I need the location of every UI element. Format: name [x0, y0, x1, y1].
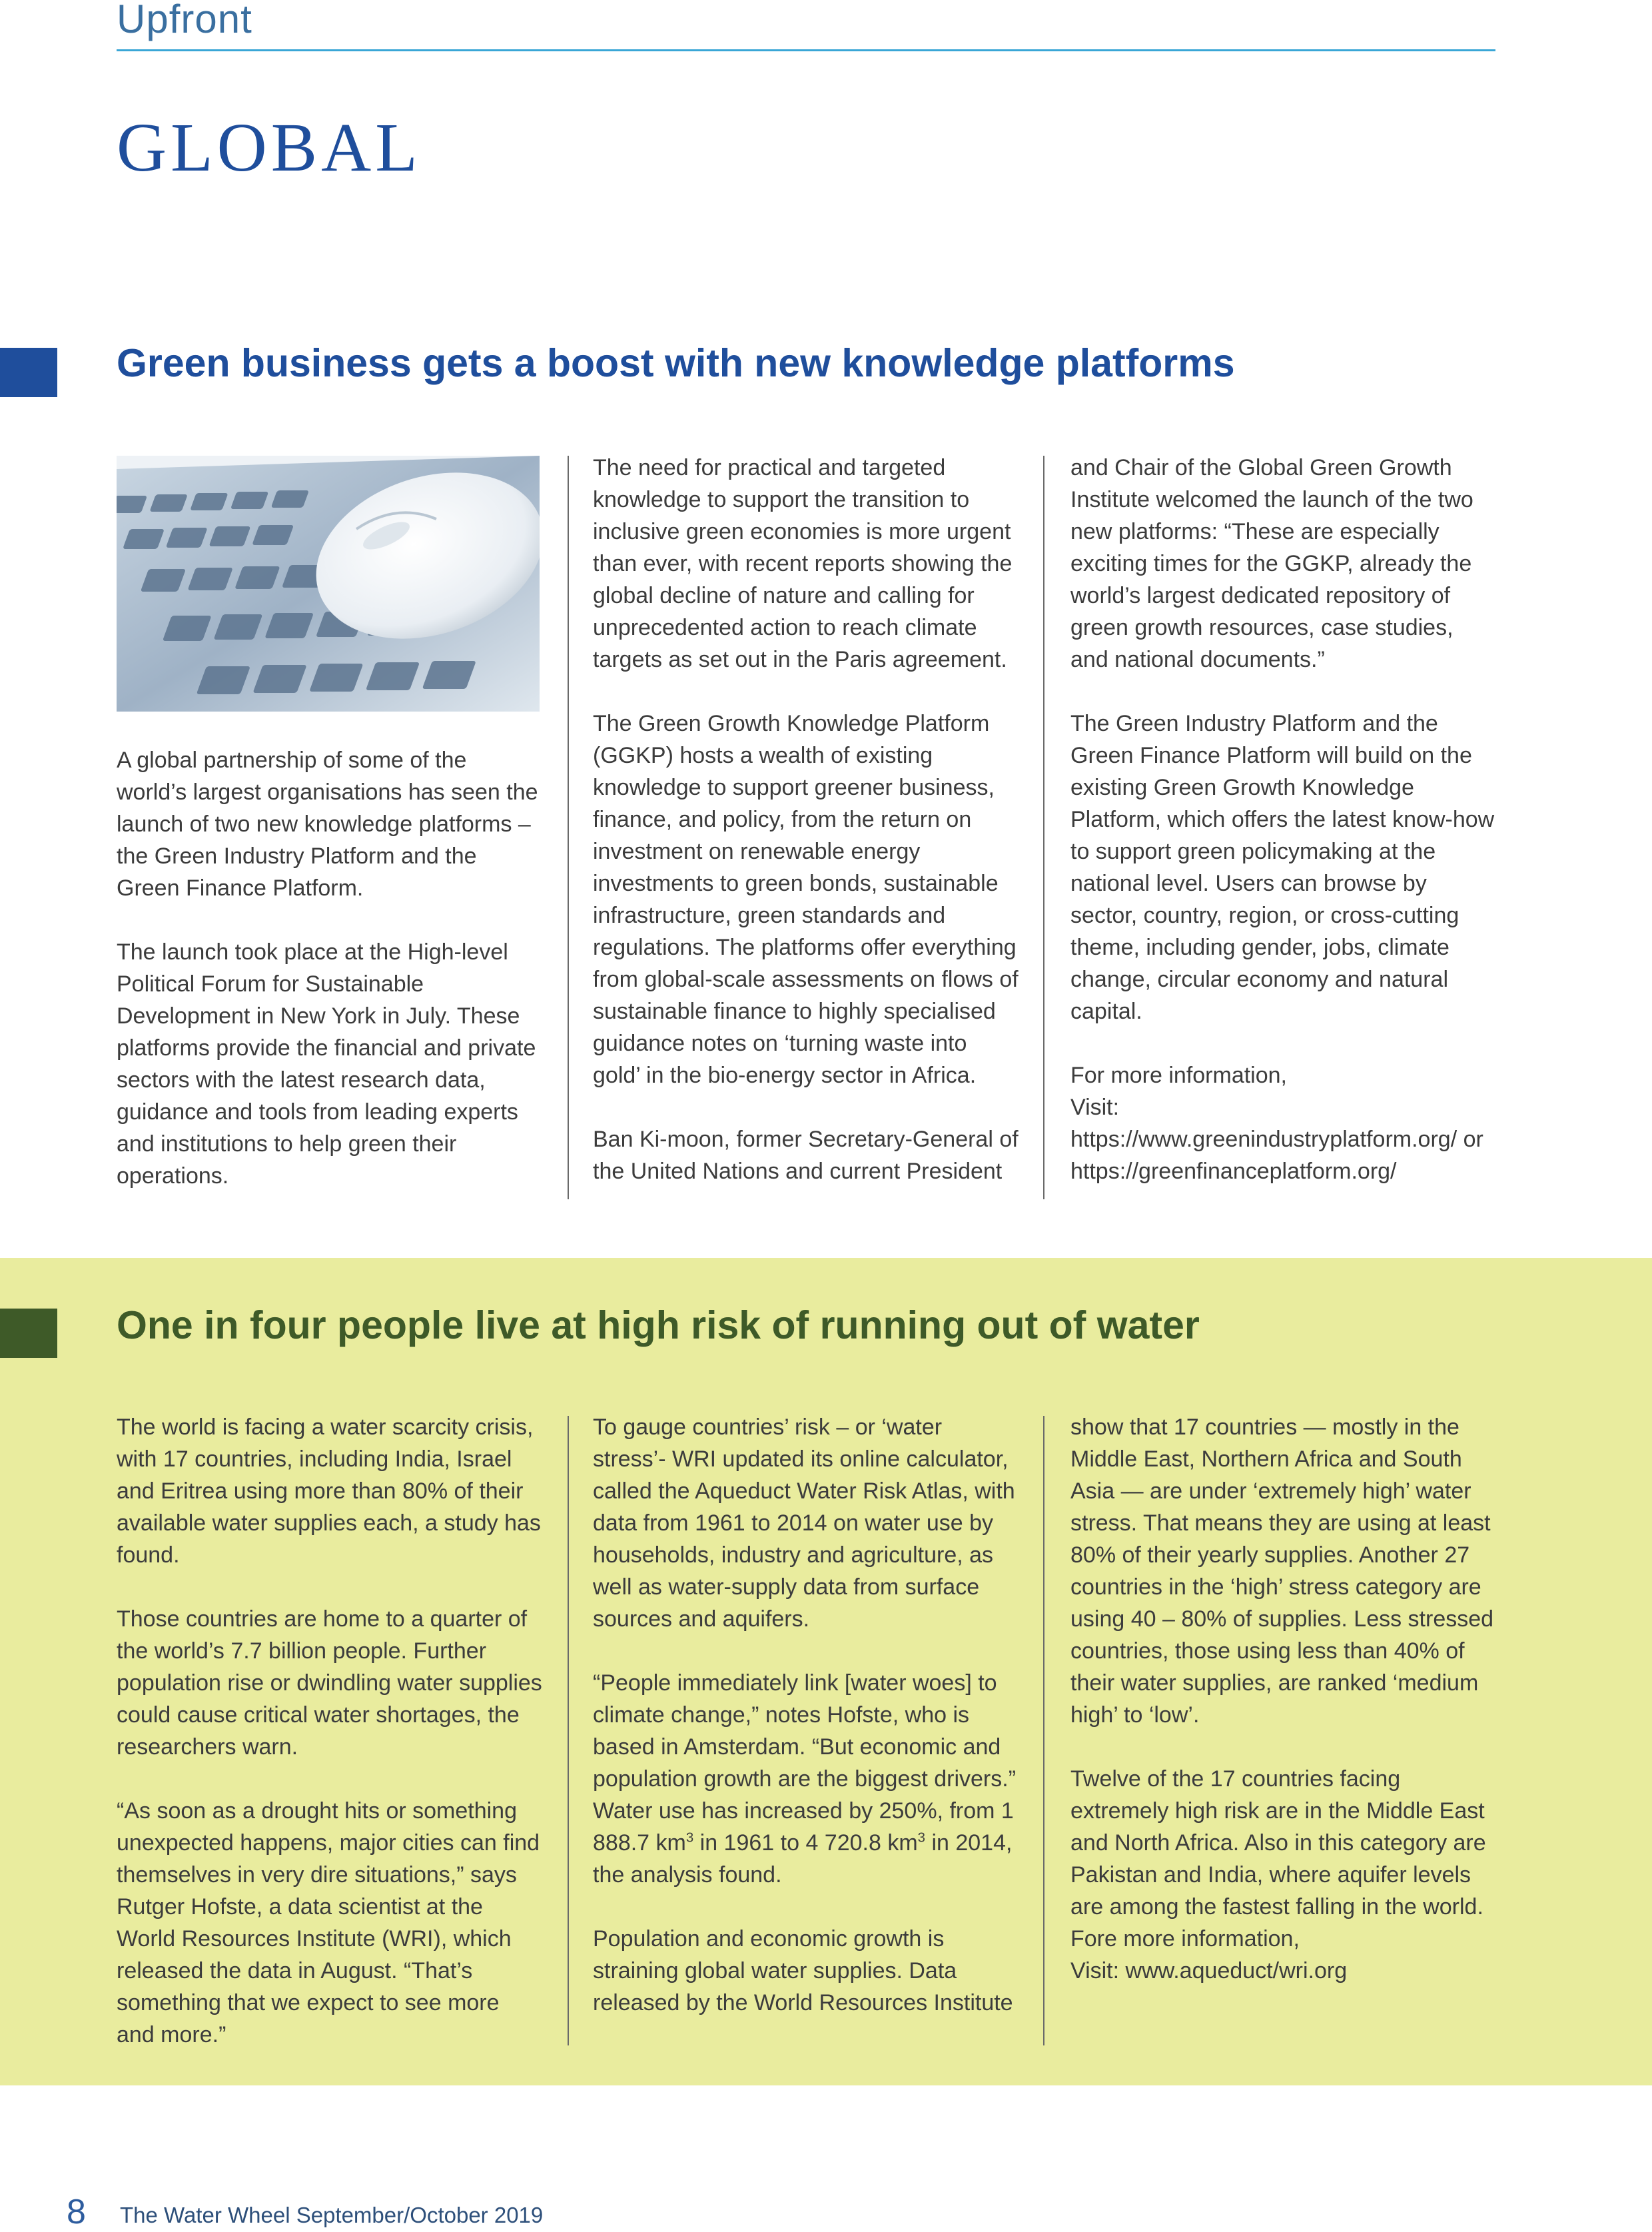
article1-column-1	[117, 744, 543, 1192]
paragraph: Population and economic growth is straining global water supplies. Data released by the World Resources Institute	[593, 1926, 1013, 2015]
paragraph: To gauge countries’ risk – or ‘water stress’- WRI updated its online calculator, called the Aqueduct Water Risk Atlas, with data from 1961 to 2014 on water use by households, industry and agriculture, as well as water-supply data from surface sources and aquifers.	[593, 1414, 1015, 1632]
paragraph: The Green Growth Knowledge Platform (GGKP) hosts a wealth of existing knowledge to support greener business, finance, and policy, from the return on investment on renewable energy investments to green bonds, sustainable infrastructure, green standards and regulations. The platforms offer everything from global-scale assessments on flows of sustainable finance to highly specialised guidance notes on ‘turning waste into gold’ in the bio-energy sector in Africa.	[593, 711, 1019, 1088]
paragraph: “People immediately link [water woes] to climate change,” notes Hofste, who is based in Amsterdam. “But economic and population growth are the biggest drivers.” Water use has increased by 250%, from 1 888.7 $km^3$ in 1961 to 4 720.8 $km^3$ in 2014, the analysis found.	[593, 1670, 1017, 1888]
article1-column-2	[593, 452, 1019, 1187]
paragraph: and Chair of the Global Green Growth Institute welcomed the launch of the two new platforms: “These are especially exciting times for the GGKP, already the world’s largest dedicated repository of green growth resources, case studies, and national documents.”	[1070, 455, 1473, 672]
column-divider	[568, 456, 569, 1199]
paragraph: The Green Industry Platform and the Green Finance Platform will build on the existing Green Growth Knowledge Platform, which offers the latest know-how to support green policymaking at the national level. Users can browse by sector, country, region, or cross-cutting theme, including gender, jobs, climate change, circular economy and natural capital.	[1070, 711, 1495, 1024]
article1-column-3	[1070, 452, 1497, 1187]
header-rule	[117, 49, 1495, 51]
paragraph: show that 17 countries — mostly in the Middle East, Northern Africa and South Asia — are under ‘extremely high’ water stress. That means they are using at least 80% of their yearly supplies. Another 27 countries in the ‘high’ stress category are using 40 – 80% of supplies. Less stressed countries, those using less than 40% of their water supplies, are ranked ‘medium high’ to ‘low’.	[1070, 1414, 1494, 1728]
paragraph: Ban Ki-moon, former Secretary-General of the United Nations and current President	[593, 1127, 1019, 1184]
column-divider	[1043, 1416, 1044, 2045]
section-label: Upfront	[117, 0, 252, 41]
paragraph: A global partnership of some of the world’s largest organisations has seen the launch of two new knowledge platforms – the Green Industry Platform and the Green Finance Platform.	[117, 748, 538, 901]
paragraph: The launch took place at the High-level Political Forum for Sustainable Development in New York in July. These platforms provide the financial and private sectors with the latest research data, guidance and tools from leading experts and institutions to help green their operations.	[117, 939, 536, 1189]
publication-footer: The Water Wheel September/October 2019	[120, 2203, 544, 2227]
article-marker-blue	[0, 348, 57, 397]
paragraph: The world is facing a water scarcity crisis, with 17 countries, including India, Israel and Eritrea using more than 80% of their available water supplies each, a study has found.	[117, 1414, 541, 1568]
article-marker-green	[0, 1309, 57, 1358]
page-number: 8	[67, 2193, 86, 2231]
paragraph: “As soon as a drought hits or something unexpected happens, major cities can find themselves in very dire situations,” says Rutger Hofste, a data scientist at the World Resources Institute (WRI), which released the data in August. “That’s something that we expect to see more and more.”	[117, 1798, 540, 2047]
article2-column-1	[117, 1411, 543, 2051]
page-title: GLOBAL	[117, 109, 422, 186]
paragraph: The need for practical and targeted knowledge to support the transition to inclusive green economies is more urgent than ever, with recent reports showing the global decline of nature and calling for unprecedented action to reach climate targets as set out in the Paris agreement.	[593, 455, 1013, 672]
paragraph: Twelve of the 17 countries facing extremely high risk are in the Middle East and North Africa. Also in this category are Pakistan and India, where aquifer levels are among the fastest falling in the world. Fore more information, Visit: www.aqueduct/wri.org	[1070, 1766, 1486, 1983]
paragraph: Those countries are home to a quarter of the world’s 7.7 billion people. Further population rise or dwindling water supplies could cause critical water shortages, the researchers warn.	[117, 1606, 542, 1760]
article2-column-2	[593, 1411, 1019, 2019]
article2-column-3	[1070, 1411, 1497, 1987]
article1-headline: Green business gets a boost with new knowledge platforms	[117, 341, 1235, 385]
article2-headline: One in four people live at high risk of running out of water	[117, 1303, 1200, 1347]
column-divider	[1043, 456, 1044, 1199]
keyboard-mouse-photo	[117, 456, 540, 712]
column-divider	[568, 1416, 569, 2045]
paragraph: For more information, Visit: https://www.greenindustryplatform.org/ or https://greenfinanceplatform.org/	[1070, 1063, 1483, 1184]
